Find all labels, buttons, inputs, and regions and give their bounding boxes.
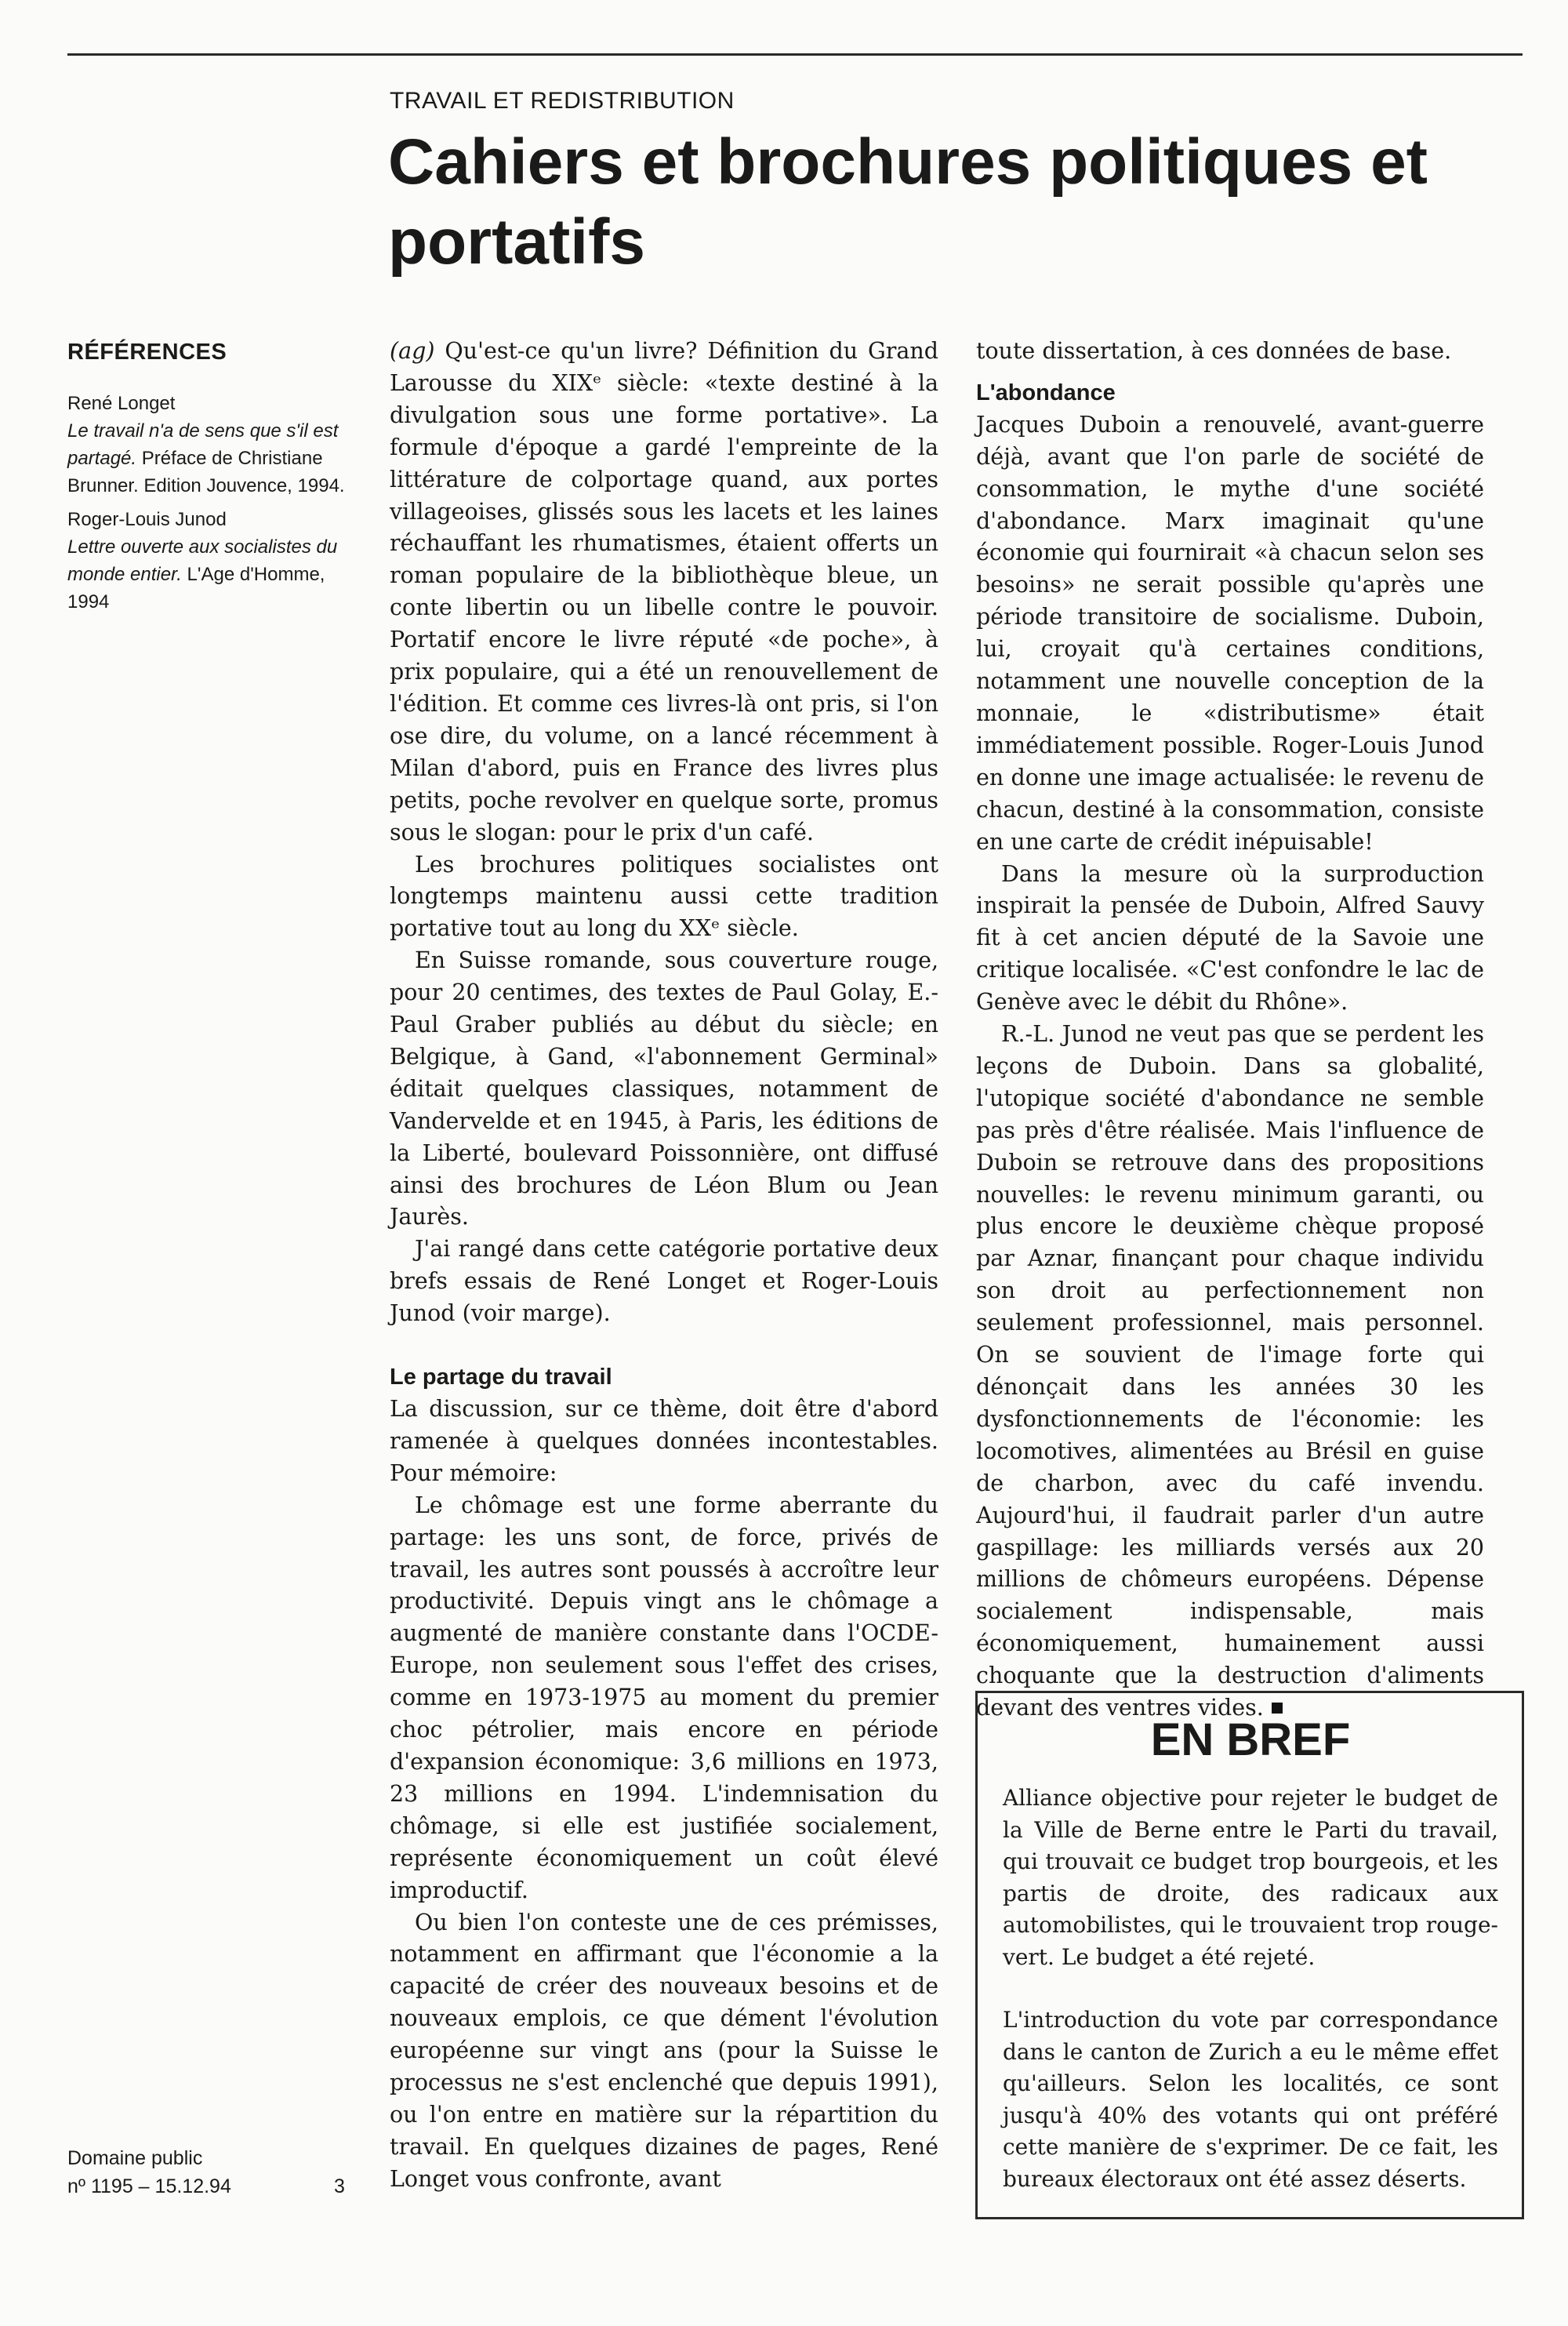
page-number: 3: [334, 2175, 345, 2197]
reference-title: Lettre ouverte aux socialistes du monde entier.: [67, 536, 338, 585]
paragraph: Dans la mesure où la surproduction inspirait la pensée de Duboin, Alfred Sauvy fit à cet ancien député de la Savoie une critique localisée. «C'est confondre le lac de Genève avec le débit du Rhône».: [976, 860, 1484, 1016]
reference-details: [67, 417, 358, 500]
page-footer: [67, 2144, 358, 2201]
references-sidebar: [67, 339, 358, 622]
top-rule: [67, 53, 1523, 56]
reference-item: [67, 390, 358, 500]
paragraph: Ou bien l'on conteste une de ces prémisses, notamment en affirmant que l'économie a la capacité de créer des nouveaux besoins et de nouveaux emplois, ce que dément l'évolution européenne sur vingt ans (pour la Suisse le processus ne s'est enclenché que depuis 1991), ou l'on entre en matière sur la répartition du travail. En quelques dizaines de pages, René Longet vous confronte, avant: [390, 1909, 938, 2192]
publication-name: Domaine public: [67, 2147, 203, 2169]
reference-title: Le travail n'a de sens que s'il est partagé.: [67, 420, 339, 469]
article-column-2: [976, 336, 1484, 1725]
reference-details: [67, 533, 358, 616]
paragraph: Le chômage est une forme aberrante du partage: les uns sont, de force, privés de travail, les autres sont poussés à accroître leur productivité. Depuis vingt ans le chômage a augmenté de manière constante dans l'OCDE-Europe, non seulement sous l'effet des crises, comme en 1973-1975 au moment du premier choc pétrolier, mais encore en période d'expansion économique: 3,6 millions en 1973, 23 millions en 1994. L'indemnisation du chômage, si elle est justifiée socialement, représente économiquement un coût élevé improductif.: [390, 1492, 938, 1903]
section-heading-partage: Le partage du travail: [390, 1365, 612, 1390]
paragraph: (ag) Qu'est-ce qu'un livre? Définition du Grand Larousse du XIXᵉ siècle: «texte destiné à la divulgation sous une forme portative». La formule d'époque a gardé l'empreinte de la littérature de colportage quand, aux portes villageoises, glissés sous les lacets et les laines réchauffant les rhumatismes, étaient offerts un roman populaire de la bibliothèque bleue, un conte libertin ou un libelle contre le pouvoir. Portatif encore le livre réputé «de poche», à prix populaire, qui a été un renouvellement de l'édition. Et comme ces livres-là ont pris, si l'on ose dire, du volume, on a lancé récemment à Milan d'abord, puis en France des livres plus petits, poche revolver en quelque sorte, promus sous le slogan: pour le prix d'un café.: [390, 338, 938, 845]
paragraph: toute dissertation, à ces données de base.: [976, 338, 1452, 364]
section-heading-abondance: L'abondance: [976, 380, 1116, 405]
references-heading: RÉFÉRENCES: [67, 340, 227, 365]
paragraph: Les brochures politiques socialistes ont longtemps maintenu aussi cette tradition portative tout au long du XXᵉ siècle.: [390, 851, 938, 942]
paragraph: J'ai rangé dans cette catégorie portative deux brefs essais de René Longet et Roger-Louis Junod (voir marge).: [390, 1236, 938, 1327]
paragraph: Jacques Duboin a renouvelé, avant-guerre déjà, avant que l'on parle de société de consommation, le mythe d'une société d'abondance. Marx imaginait qu'une économie qui fournirait «à chacun selon ses besoins» ne serait possible qu'après une période transitoire de socialisme. Duboin, lui, croyait qu'à certaines conditions, notamment une nouvelle conception de la monnaie, le «distributisme» était immédiatement possible. Roger-Louis Junod en donne une image actualisée: le revenu de chacun, destiné à la consommation, consiste en une carte de crédit inépuisable!: [976, 411, 1484, 855]
paragraph: En Suisse romande, sous couverture rouge, pour 20 centimes, des textes de Paul Golay, E.-Paul Graber publiés au début du siècle; en Belgique, à Gand, «l'abonnement Germinal» éditait quelques classiques, notamment de Vandervelde et en 1945, à Paris, les éditions de la Liberté, boulevard Poissonnière, ont diffusé ainsi des brochures de Léon Blum ou Jean Jaurès.: [390, 947, 938, 1230]
paragraph: R.-L. Junod ne veut pas que se perdent les leçons de Duboin. Dans sa globalité, l'utopique société d'abondance ne semble pas près d'être réalisée. Mais l'influence de Duboin se retrouve dans des propositions nouvelles: le revenu minimum garanti, ou plus encore le deuxième chèque proposé par Aznar, finançant pour chaque individu son droit au perfectionnement non seulement professionnel, mais personnel. On se souvient de l'image forte qui dénonçait dans les années 30 les dysfonctionnements de l'économie: les locomotives, alimentées au Brésil en guise de charbon, avec du café invendu. Aujourd'hui, il faudrait parler d'un autre gaspillage: les milliards versés aux 20 millions de chômeurs européens. Dépense socialement indispensable, mais économiquement, humainement aussi choquante que la destruction d'aliments devant des ventres vides.: [976, 1021, 1484, 1721]
reference-item: [67, 506, 358, 616]
article-column-1: [390, 336, 938, 2196]
en-bref-box: [975, 1691, 1524, 2219]
reference-author: Roger-Louis Junod: [67, 509, 227, 530]
brief-item: Alliance objective pour rejeter le budget de la Ville de Berne entre le Parti du travail, qui trouvait ce budget trop bourgeois, et les partis de droite, des radicaux aux automobilistes, qui le trouvaient trop rouge-vert. Le budget a été rejeté.: [1003, 1785, 1498, 1970]
author-initials: (ag): [390, 338, 435, 364]
reference-publisher: Préface de Christiane Brunner. Edition Jouvence, 1994.: [67, 448, 345, 496]
paragraph: La discussion, sur ce thème, doit être d'abord ramenée à quelques données incontestables. Pour mémoire:: [390, 1396, 938, 1486]
brief-item: L'introduction du vote par correspondance dans le canton de Zurich a eu le même effet qu'ailleurs. Selon les localités, ce sont jusqu'à 40% des votants qui ont préféré cette manière de s'exprimer. De ce fait, les bureaux électoraux ont été assez déserts.: [1003, 2007, 1498, 2192]
reference-publisher: L'Age d'Homme, 1994: [67, 564, 325, 612]
issue-number: nº 1195 – 15.12.94: [67, 2175, 231, 2197]
reference-author: René Longet: [67, 393, 176, 414]
article-title: Cahiers et brochures politiques et portatifs: [388, 126, 1428, 278]
en-bref-heading: EN BREF: [1150, 1714, 1351, 1765]
section-kicker: TRAVAIL ET REDISTRIBUTION: [390, 88, 735, 114]
